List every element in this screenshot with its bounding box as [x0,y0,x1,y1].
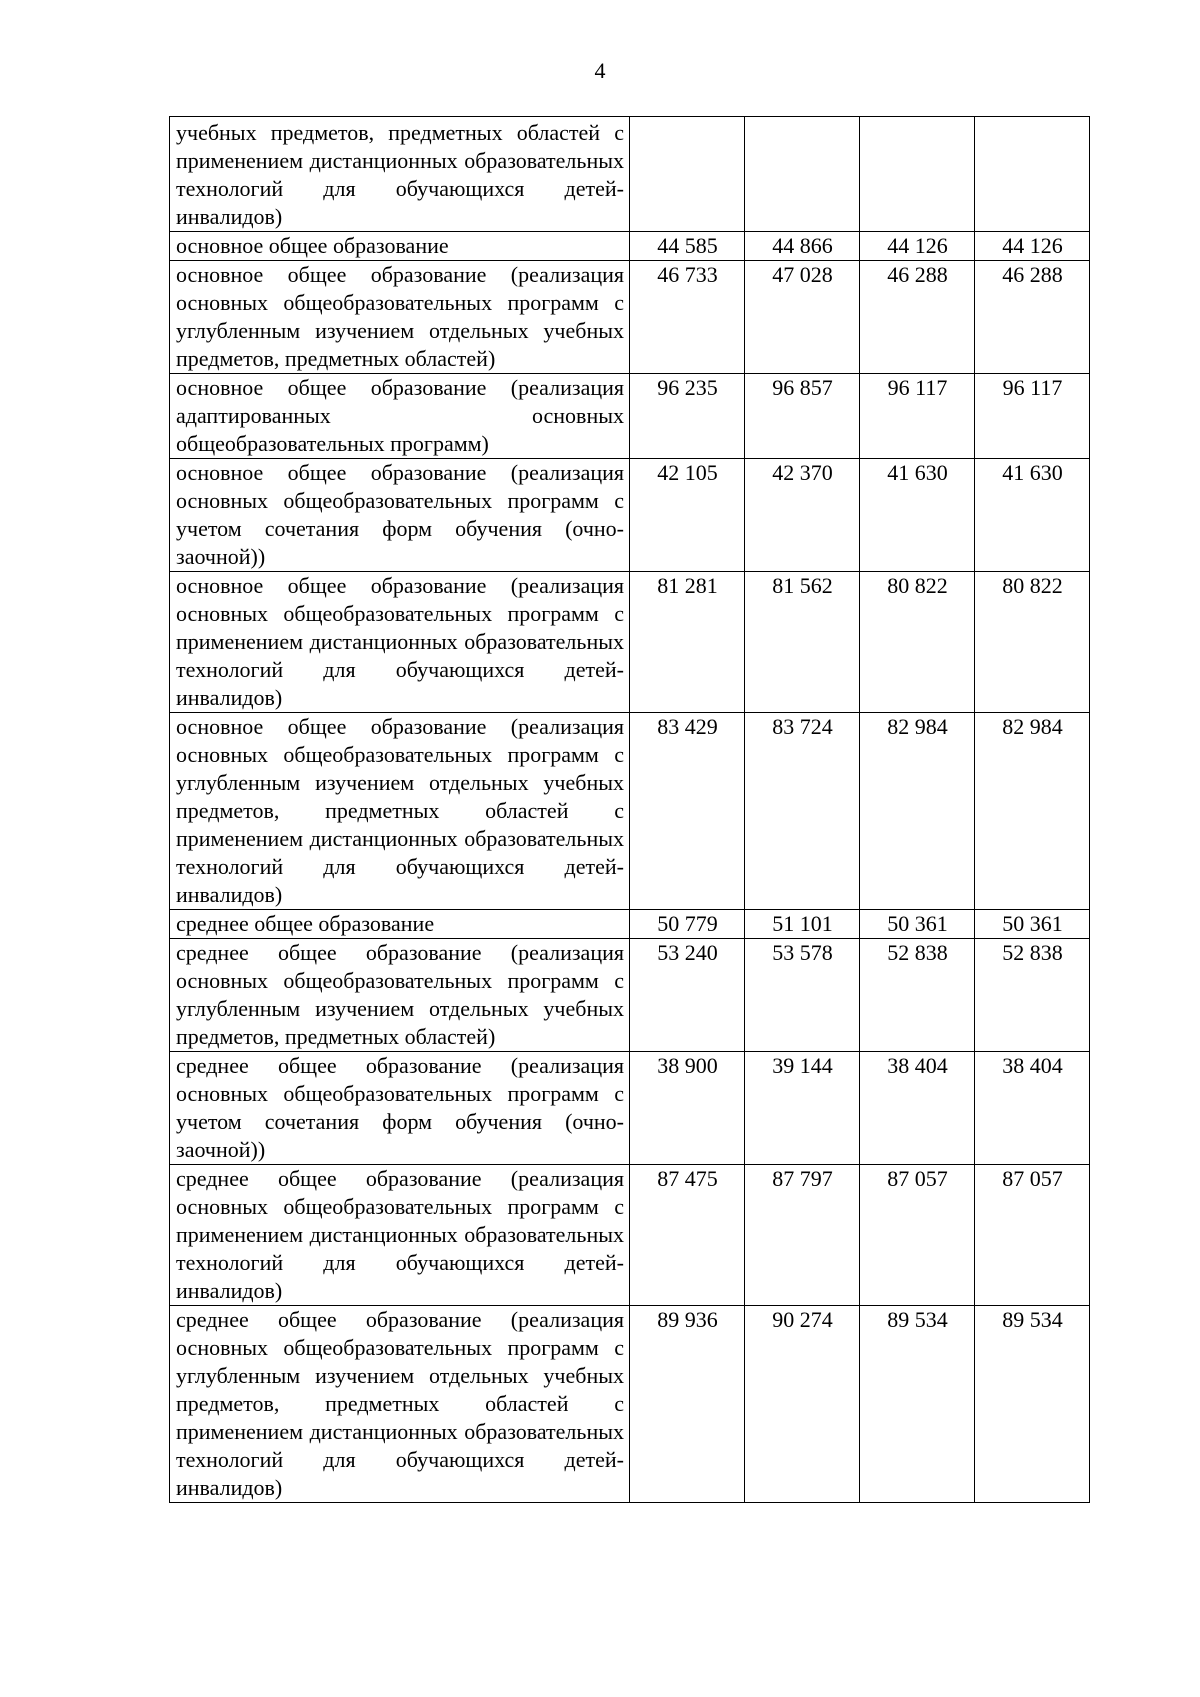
table-body [170,117,1090,1503]
row-value-col-3: 89 534 [860,1306,975,1503]
row-value-col-3: 82 984 [860,713,975,910]
row-value-col-3: 46 288 [860,261,975,374]
table-row [170,117,1090,232]
row-value-col-2 [745,117,860,232]
table-row [170,910,1090,939]
row-value-col-2: 81 562 [745,572,860,713]
cost-table [169,116,1090,1503]
row-value-col-1: 50 779 [630,910,745,939]
table-row [170,1165,1090,1306]
row-value-col-2: 39 144 [745,1052,860,1165]
row-value-col-3 [860,117,975,232]
row-description: учебных предметов, предметных областей с применением дистанционных образовательных технологий для обучающихся детей-инвалидов) [170,117,630,232]
row-value-col-4: 46 288 [975,261,1090,374]
row-value-col-1: 42 105 [630,459,745,572]
table-row [170,1052,1090,1165]
row-description: среднее общее образование (реализация основных общеобразовательных программ с учетом сочетания форм обучения (очно-заочной)) [170,1052,630,1165]
row-value-col-1: 53 240 [630,939,745,1052]
row-value-col-4: 44 126 [975,232,1090,261]
row-value-col-4: 41 630 [975,459,1090,572]
page-number: 4 [594,58,606,83]
row-value-col-1: 38 900 [630,1052,745,1165]
row-value-col-2: 51 101 [745,910,860,939]
row-value-col-1: 89 936 [630,1306,745,1503]
row-value-col-2: 53 578 [745,939,860,1052]
row-value-col-2: 42 370 [745,459,860,572]
row-value-col-1 [630,117,745,232]
row-value-col-3: 80 822 [860,572,975,713]
row-description: основное общее образование [170,232,630,261]
row-value-col-1: 46 733 [630,261,745,374]
row-description: основное общее образование (реализация основных общеобразовательных программ с применением дистанционных образовательных технологий для обучающихся детей-инвалидов) [170,572,630,713]
row-value-col-4: 82 984 [975,713,1090,910]
row-value-col-3: 50 361 [860,910,975,939]
table-row [170,1306,1090,1503]
row-value-col-4: 87 057 [975,1165,1090,1306]
row-value-col-1: 44 585 [630,232,745,261]
table-row [170,713,1090,910]
row-value-col-1: 87 475 [630,1165,745,1306]
row-value-col-4: 38 404 [975,1052,1090,1165]
row-description: основное общее образование (реализация адаптированных основных общеобразовательных программ) [170,374,630,459]
row-value-col-1: 96 235 [630,374,745,459]
row-value-col-3: 96 117 [860,374,975,459]
row-value-col-2: 96 857 [745,374,860,459]
row-value-col-4: 52 838 [975,939,1090,1052]
row-value-col-2: 44 866 [745,232,860,261]
row-value-col-3: 38 404 [860,1052,975,1165]
row-value-col-2: 47 028 [745,261,860,374]
row-description: основное общее образование (реализация основных общеобразовательных программ с углубленным изучением отдельных учебных предметов, предметных областей с применением дистанционных образовательных технологий для обучающихся детей-инвалидов) [170,713,630,910]
table-row [170,374,1090,459]
table-row [170,939,1090,1052]
row-value-col-2: 83 724 [745,713,860,910]
row-value-col-3: 41 630 [860,459,975,572]
table-row [170,459,1090,572]
row-value-col-3: 44 126 [860,232,975,261]
row-value-col-4 [975,117,1090,232]
row-description: среднее общее образование [170,910,630,939]
row-value-col-4: 80 822 [975,572,1090,713]
row-value-col-3: 87 057 [860,1165,975,1306]
table-row [170,572,1090,713]
row-value-col-4: 96 117 [975,374,1090,459]
row-value-col-2: 87 797 [745,1165,860,1306]
row-description: среднее общее образование (реализация основных общеобразовательных программ с углубленным изучением отдельных учебных предметов, предметных областей) [170,939,630,1052]
row-description: основное общее образование (реализация основных общеобразовательных программ с учетом сочетания форм обучения (очно-заочной)) [170,459,630,572]
row-description: основное общее образование (реализация основных общеобразовательных программ с углубленным изучением отдельных учебных предметов, предметных областей) [170,261,630,374]
row-value-col-3: 52 838 [860,939,975,1052]
row-value-col-2: 90 274 [745,1306,860,1503]
row-description: среднее общее образование (реализация основных общеобразовательных программ с углубленным изучением отдельных учебных предметов, предметных областей с применением дистанционных образовательных технологий для обучающихся детей-инвалидов) [170,1306,630,1503]
row-value-col-1: 81 281 [630,572,745,713]
row-value-col-4: 89 534 [975,1306,1090,1503]
table-row [170,261,1090,374]
table-row [170,232,1090,261]
row-value-col-4: 50 361 [975,910,1090,939]
row-description: среднее общее образование (реализация основных общеобразовательных программ с применением дистанционных образовательных технологий для обучающихся детей-инвалидов) [170,1165,630,1306]
row-value-col-1: 83 429 [630,713,745,910]
